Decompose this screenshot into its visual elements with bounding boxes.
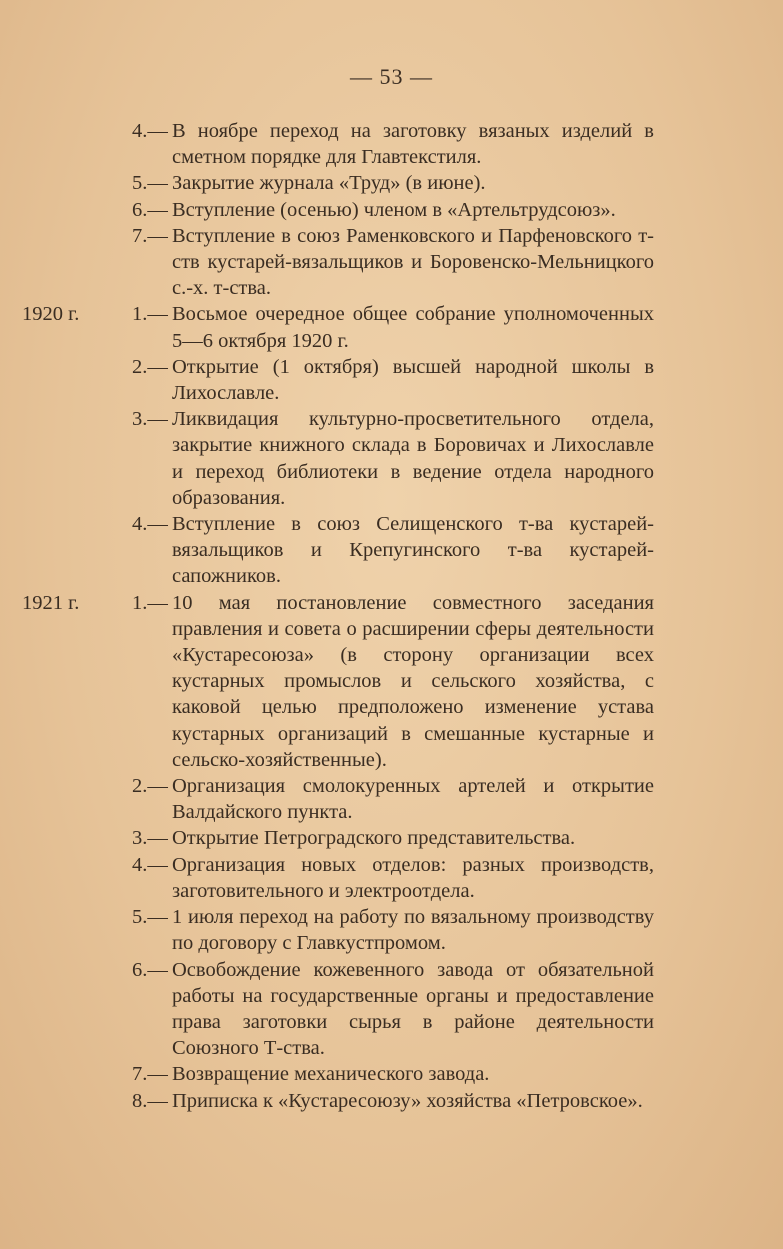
item-text: Восьмое очередное общее собрание уполномоченных 5—6 октября 1920 г. — [172, 303, 654, 352]
item-text: Закрытие журнала «Труд» (в июне). — [172, 172, 486, 195]
item-text: Организация новых отделов: разных производств, заготовительного и электроотдела. — [172, 853, 654, 902]
list-item — [0, 1088, 654, 1114]
list-item — [0, 1061, 654, 1087]
list-item — [0, 590, 654, 773]
list-item — [0, 904, 654, 956]
list-item — [0, 223, 654, 302]
item-number: 1.— — [132, 591, 168, 614]
item-number: 4.— — [132, 120, 168, 142]
list-item — [0, 354, 654, 406]
list-item — [0, 825, 654, 851]
item-number: 4.— — [132, 853, 168, 876]
item-text: Возвращение механического завода. — [172, 1063, 490, 1086]
list-item — [0, 170, 654, 196]
item-text: Организация смолокуренных артелей и открытие Валдайского пункта. — [172, 775, 654, 824]
item-text: Вступление в союз Селищенского т-ва кустарей-вязальщиков и Крепугинского т-ва кустарей-сапожников. — [172, 513, 654, 588]
list-item — [0, 197, 654, 223]
item-text: В ноябре переход на заготовку вязаных изделий в сметном порядке для Главтекстиля. — [172, 120, 654, 169]
list-item — [0, 118, 654, 170]
item-text: Вступление в союз Раменковского и Парфеновского т-ств кустарей-вязальщиков и Боровенско-Мельницкого с.-х. т-ства. — [172, 224, 654, 300]
list-item — [0, 957, 654, 1062]
item-number: 3.— — [132, 827, 168, 850]
item-text: 1 июля переход на работу по вязальному производству по договору с Главкустпромом. — [172, 906, 654, 955]
year-label: 1921 г. — [22, 591, 80, 614]
item-number: 2.— — [132, 775, 168, 798]
item-number: 2.— — [132, 355, 168, 378]
item-number: 3.— — [132, 408, 168, 431]
item-text: Вступление (осенью) членом в «Артельтрудсоюз». — [172, 198, 616, 221]
item-number: 4.— — [132, 513, 168, 536]
item-number: 6.— — [132, 958, 168, 981]
page-number: — 53 — — [350, 64, 433, 89]
list-item — [0, 406, 654, 511]
list-item — [0, 773, 654, 825]
chronology-list — [0, 118, 783, 1114]
item-number: 6.— — [132, 198, 168, 221]
item-text: Ликвидация культурно-просветительного отдела, закрытие книжного склада в Боровичах и Лихославле и переход библиотеки в ведение отдела народного образования. — [172, 408, 654, 509]
item-text: Открытие (1 октября) высшей народной школы в Лихославле. — [172, 355, 654, 405]
list-item — [0, 511, 654, 590]
item-number: 8.— — [132, 1089, 168, 1112]
list-item — [0, 852, 654, 904]
item-text: Освобождение кожевенного завода от обязательной работы на государственные органы и предоставление права заготовки сырья в районе деятельности Союзного Т-ства. — [172, 958, 654, 1060]
item-text: Приписка к «Кустаресоюзу» хозяйства «Петровское». — [172, 1089, 643, 1112]
item-text: Открытие Петроградского представительства. — [172, 827, 576, 850]
item-number: 5.— — [132, 172, 168, 195]
item-number: 7.— — [132, 1063, 168, 1086]
year-label: 1920 г. — [22, 303, 80, 326]
item-number: 5.— — [132, 906, 168, 929]
list-item — [0, 301, 654, 353]
item-number: 1.— — [132, 303, 168, 326]
item-text: 10 мая постановление совместного заседания правления и совета о расширении сферы деятельности «Кустаресоюза» (в сторону организации всех кустарных промыслов и сельского хозяйства, с каковой целью предположено изменение устава кустарных организаций в смешанные кустарные и сельско-хозяйственные). — [172, 591, 654, 771]
item-number: 7.— — [132, 224, 168, 247]
